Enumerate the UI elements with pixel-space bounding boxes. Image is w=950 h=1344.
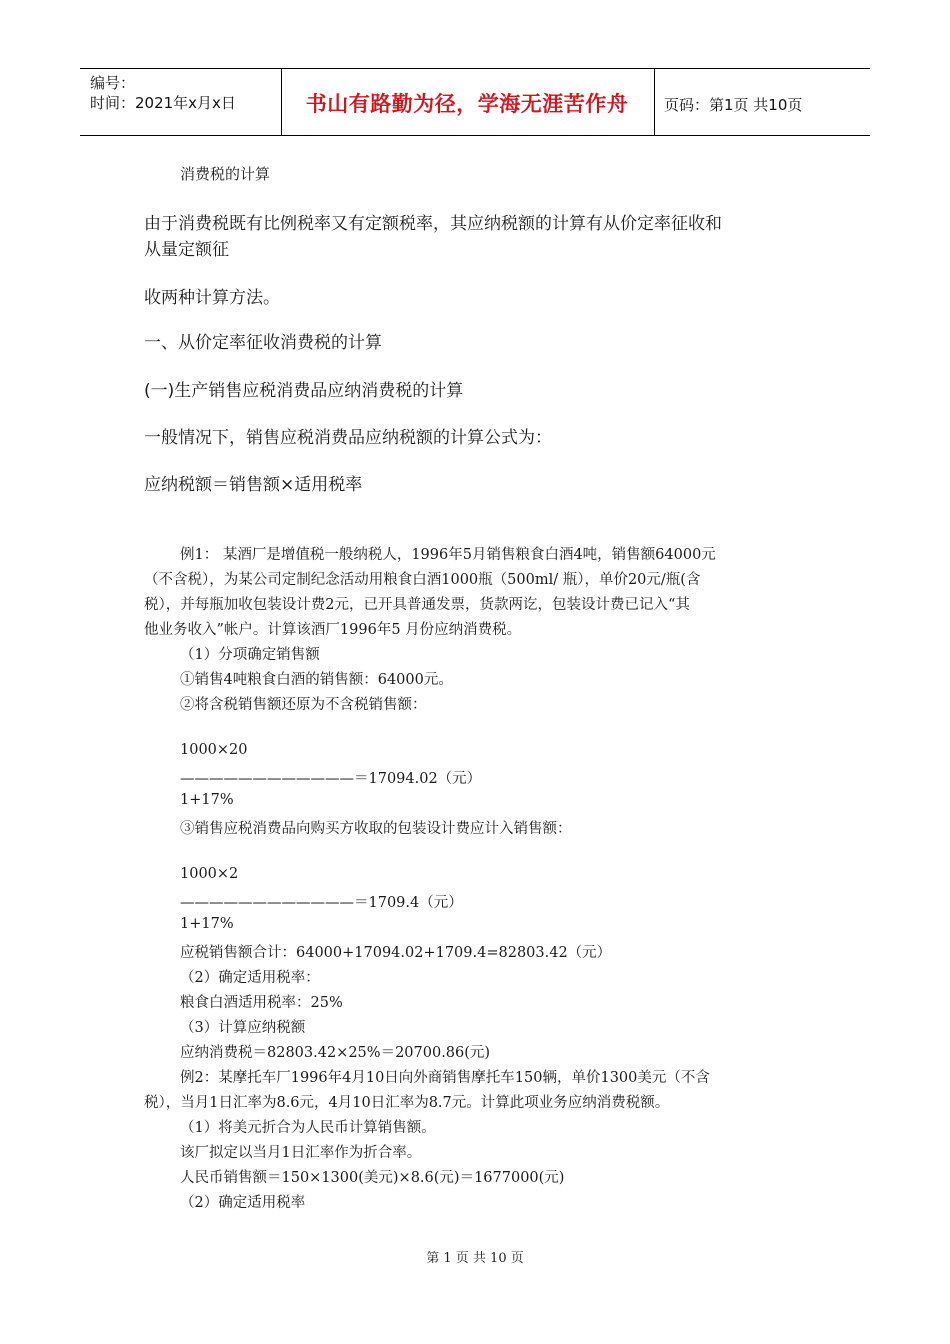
example1-item1: ①销售4吨粮食白酒的销售额：64000元。 — [180, 672, 453, 688]
example1-item2: ②将含税销售额还原为不含税销售额： — [180, 697, 427, 713]
example1-result: 应纳消费税＝82803.42×25%＝20700.86(元) — [180, 1045, 491, 1061]
page-footer: 第 1 页 共 10 页 — [426, 1251, 524, 1266]
intro-line-2: 从量定额征 — [144, 240, 229, 260]
header-date-label: 时间：2021年x月x日 — [90, 94, 236, 112]
example2-step2: （2）确定适用税率 — [180, 1195, 306, 1211]
fraction2-line: ————————————＝1709.4（元） — [180, 895, 463, 911]
fraction1-numerator: 1000×20 — [180, 742, 248, 758]
subsection-heading: (一)生产销售应税消费品应纳消费税的计算 — [144, 381, 464, 401]
header-divider-right — [654, 68, 655, 135]
fraction2-numerator: 1000×2 — [180, 866, 239, 882]
general-statement: 一般情况下，销售应税消费品应纳税额的计算公式为： — [144, 428, 552, 448]
example1-line: 他业务收入”帐户。计算该酒厂1996年5 月份应纳消费税。 — [144, 622, 522, 638]
intro-line-1: 由于消费税既有比例税率又有定额税率，其应纳税额的计算有从价定率征收和 — [144, 214, 722, 234]
header-page-info: 页码：第1页 共10页 — [664, 96, 803, 114]
header-motto: 书山有路勤为径，学海无涯苦作舟 — [305, 92, 629, 116]
example1-line: 税），并每瓶加收包装设计费2元，已开具普通发票，货款两讫，包装设计费已记入“其 — [144, 597, 690, 613]
example1-step1: （1）分项确定销售额 — [180, 647, 320, 663]
example1-step2: （2）确定适用税率： — [180, 970, 320, 986]
intro-line-3: 收两种计算方法。 — [144, 288, 280, 308]
example2-note: 该厂拟定以当月1日汇率作为折合率。 — [180, 1145, 422, 1161]
header-number-label: 编号： — [90, 74, 136, 92]
header-top-rule — [80, 68, 870, 69]
example1-step3: （3）计算应纳税额 — [180, 1020, 306, 1036]
example2-line: 税），当月1日汇率为8.6元，4月10日汇率为8.7元。计算此项业务应纳消费税额。 — [144, 1095, 670, 1111]
document-title: 消费税的计算 — [180, 165, 271, 183]
example2-step1: （1）将美元折合为人民币计算销售额。 — [180, 1120, 436, 1136]
fraction1-denominator: 1+17% — [180, 792, 234, 808]
example2-line: 例2：某摩托车厂1996年4月10日向外商销售摩托车150辆，单价1300美元（不含 — [180, 1070, 710, 1086]
example1-total: 应税销售额合计：64000+17094.02+1709.4=82803.42（元） — [180, 945, 612, 961]
header-bottom-rule — [80, 135, 870, 136]
example1-line: 例1： 某酒厂是增值税一般纳税人，1996年5月销售粮食白酒4吨，销售额64000元 — [180, 547, 716, 563]
section-heading: 一、从价定率征收消费税的计算 — [144, 333, 382, 353]
example1-line: （不含税），为某公司定制纪念活动用粮食白酒1000瓶（500ml/ 瓶），单价20元/瓶(含 — [144, 572, 701, 588]
example1-rate: 粮食白酒适用税率：25% — [180, 995, 343, 1011]
example2-calc: 人民币销售额＝150×1300(美元)×8.6(元)＝1677000(元) — [180, 1170, 565, 1186]
tax-formula: 应纳税额＝销售额×适用税率 — [144, 475, 363, 495]
example1-item3: ③销售应税消费品向购买方收取的包装设计费应计入销售额： — [180, 821, 572, 837]
fraction1-line: ————————————＝17094.02（元） — [180, 771, 482, 787]
fraction2-denominator: 1+17% — [180, 916, 234, 932]
